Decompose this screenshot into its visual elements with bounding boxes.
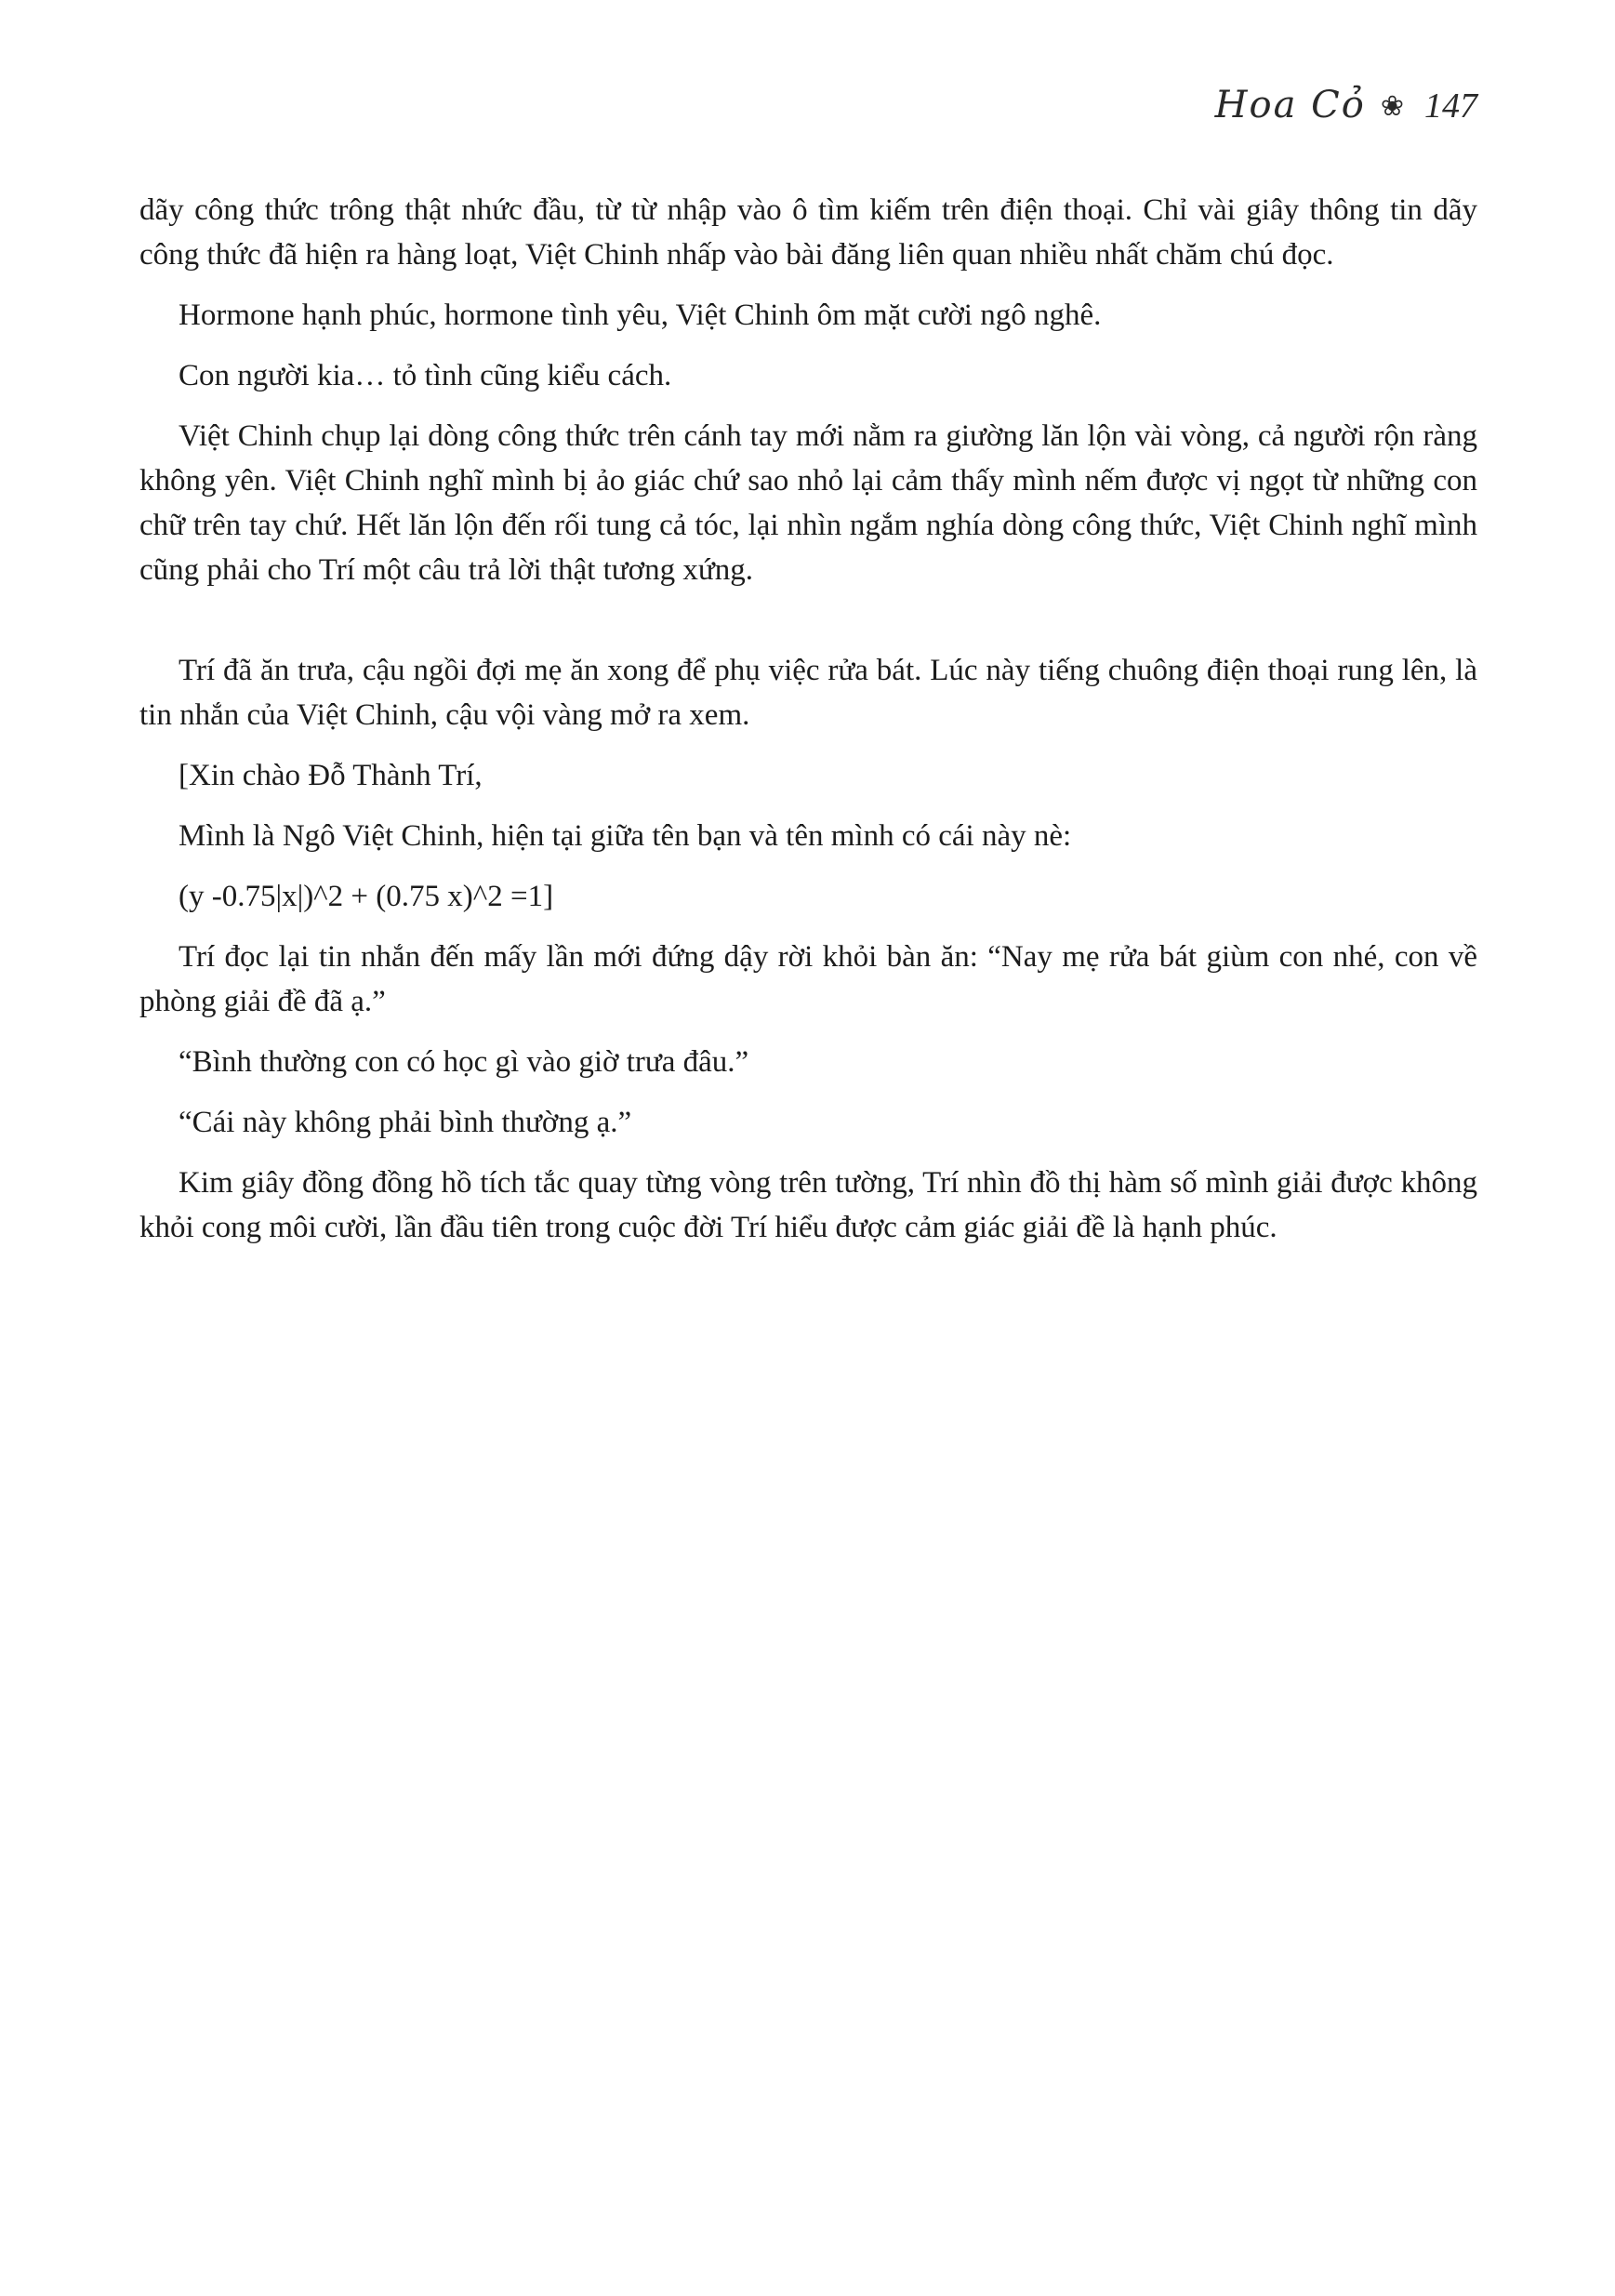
paragraph: Việt Chinh chụp lại dòng công thức trên cánh tay mới nằm ra giường lăn lộn vài vòng, cả người rộn ràng không yên. Việt Chinh nghĩ mình bị ảo giác chứ sao nhỏ lại cảm thấy mình nếm được vị ngọt từ những con chữ trên tay chứ. Hết lăn lộn đến rối tung cả tóc, lại nhìn ngắm nghía dòng công thức, Việt Chinh nghĩ mình cũng phải cho Trí một câu trả lời thật tương xứng. bbox=[139, 419, 1477, 587]
paragraph: Mình là Ngô Việt Chinh, hiện tại giữa tên bạn và tên mình có cái này nè: bbox=[179, 819, 1072, 853]
paragraph: Trí đọc lại tin nhắn đến mấy lần mới đứng dậy rời khỏi bàn ăn: “Nay mẹ rửa bát giùm con nhé, con về phòng giải đề đã ạ.” bbox=[139, 940, 1477, 1018]
paragraph: “Bình thường con có học gì vào giờ trưa đâu.” bbox=[179, 1045, 749, 1079]
paragraph: Con người kia… tỏ tình cũng kiểu cách. bbox=[179, 359, 672, 392]
paragraph: Kim giây đồng đồng hồ tích tắc quay từng vòng trên tường, Trí nhìn đồ thị hàm số mình giải được không khỏi cong môi cười, lần đầu tiên trong cuộc đời Trí hiểu được cảm giác giải đề là hạnh phúc. bbox=[139, 1166, 1477, 1244]
paragraph: dãy công thức trông thật nhức đầu, từ từ nhập vào ô tìm kiếm trên điện thoại. Chỉ vài giây thông tin dãy công thức đã hiện ra hàng loạt, Việt Chinh nhấp vào bài đăng liên quan nhiều nhất chăm chú đọc. bbox=[139, 193, 1477, 272]
book-title: Hoa Cỏ bbox=[1214, 84, 1366, 126]
formula-line: (y -0.75|x|)^2 + (0.75 x)^2 =1] bbox=[179, 880, 554, 913]
page-number: 147 bbox=[1424, 86, 1477, 126]
page-header bbox=[139, 84, 1477, 126]
flower-icon: ❀ bbox=[1380, 91, 1404, 122]
page-content bbox=[139, 188, 1477, 1250]
paragraph: Hormone hạnh phúc, hormone tình yêu, Việt Chinh ôm mặt cười ngô nghê. bbox=[179, 299, 1102, 332]
paragraph: “Cái này không phải bình thường ạ.” bbox=[179, 1106, 632, 1139]
paragraph: Trí đã ăn trưa, cậu ngồi đợi mẹ ăn xong để phụ việc rửa bát. Lúc này tiếng chuông điện thoại rung lên, là tin nhắn của Việt Chinh, cậu vội vàng mở ra xem. bbox=[139, 654, 1477, 732]
paragraph: [Xin chào Đỗ Thành Trí, bbox=[179, 759, 483, 792]
